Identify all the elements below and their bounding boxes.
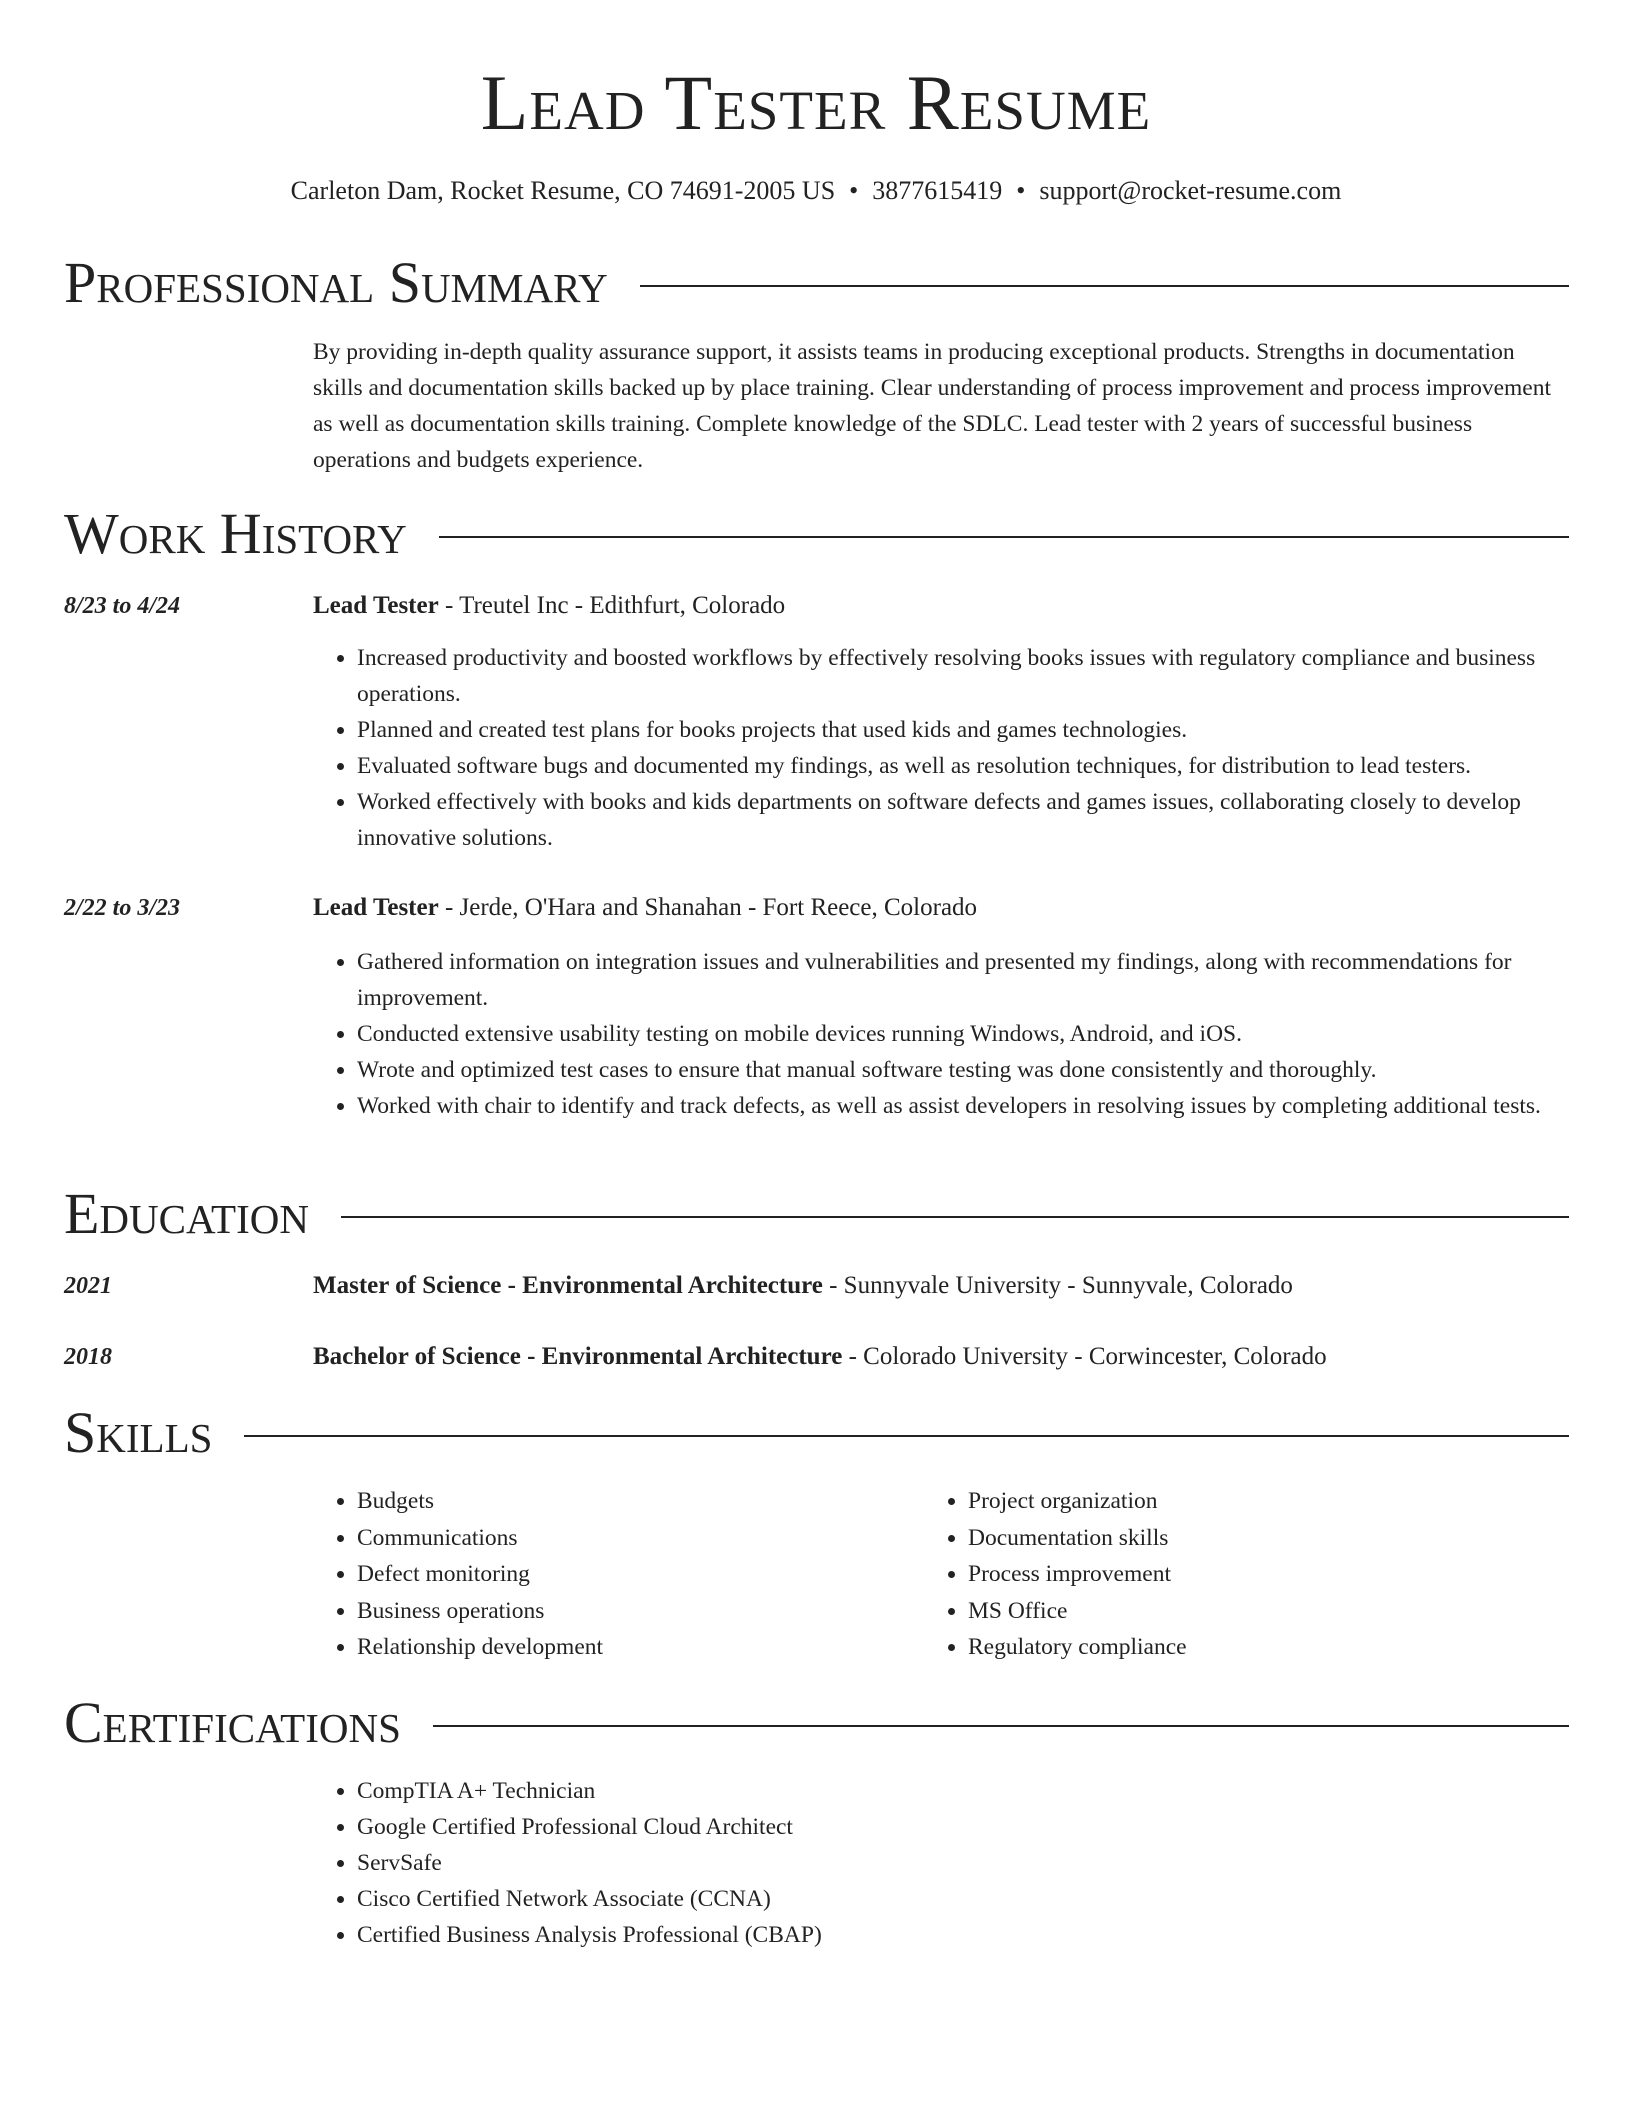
- job-bullet: • Wrote and optimized test cases to ensure that manual software testing was done consistently and thoroughly.: [357, 1052, 1569, 1088]
- job-bullet: • Conducted extensive usability testing on mobile devices running Windows, Android, and iOS.: [357, 1016, 1569, 1052]
- job-dates: 8/23 to 4/24: [64, 593, 181, 619]
- section-divider: [433, 1725, 1569, 1727]
- skill-item: • Regulatory compliance: [968, 1629, 1568, 1666]
- education-details: - Sunnyvale University - Sunnyvale, Colorado: [822, 1272, 1293, 1299]
- job-bullets: [313, 944, 1569, 1124]
- certification-item: • Google Certified Professional Cloud Architect: [357, 1809, 1557, 1845]
- job-bullet: • Planned and created test plans for books projects that used kids and games technologies.: [357, 712, 1569, 748]
- certification-item: • ServSafe: [357, 1845, 1557, 1881]
- skill-item: • Documentation skills: [968, 1520, 1568, 1557]
- certifications-heading-label: Certifications: [64, 1690, 401, 1755]
- education-heading-label: Education: [64, 1181, 309, 1246]
- education-year: 2018: [64, 1344, 112, 1370]
- contact-phone: 3877615419: [872, 176, 1003, 205]
- skills-heading-label: Skills: [64, 1400, 213, 1465]
- skills-list-left: [313, 1483, 917, 1666]
- education-details: - Colorado University - Corwincester, Colorado: [842, 1343, 1327, 1370]
- job-bullet: • Increased productivity and boosted workflows by effectively resolving books issues with regulatory compliance and business operations.: [357, 640, 1569, 712]
- skills-heading: [64, 1401, 1569, 1465]
- job-details: - Treutel Inc - Edithfurt, Colorado: [438, 592, 786, 619]
- job-bullet: • Worked effectively with books and kids departments on software defects and games issues, collaborating closely to develop innovative solutions.: [357, 784, 1569, 856]
- contact-address: Carleton Dam, Rocket Resume, CO 74691-2005 US: [290, 176, 836, 205]
- job-title: Lead Tester: [313, 894, 439, 921]
- skills-list-right: [924, 1483, 1568, 1666]
- skill-item: • Business operations: [357, 1593, 917, 1630]
- education-degree: Bachelor of Science - Environmental Architecture: [313, 1343, 843, 1370]
- skill-item: • Relationship development: [357, 1629, 917, 1666]
- job-bullets: [313, 640, 1569, 856]
- job-header: [313, 890, 1569, 926]
- education-entry: [313, 1339, 1569, 1375]
- summary-text: By providing in-depth quality assurance support, it assists teams in producing exceptional products. Strengths in documentation skills and documentation skills backed up by place training. Clear understanding of process improvement and process improvement as well as documentation skills training. Complete knowledge of the SDLC. Lead tester with 2 years of successful business operations and budgets experience.: [313, 339, 1552, 473]
- contact-separator: •: [1016, 176, 1026, 205]
- education-heading: [64, 1182, 1569, 1246]
- skill-item: • Communications: [357, 1520, 917, 1557]
- education-year: 2021: [64, 1273, 112, 1299]
- contact-separator: •: [849, 176, 859, 205]
- section-divider: [439, 536, 1569, 538]
- section-divider: [640, 285, 1569, 287]
- skill-item: • Project organization: [968, 1483, 1568, 1520]
- skill-item: • Defect monitoring: [357, 1556, 917, 1593]
- education-entry: [313, 1268, 1569, 1304]
- contact-email: support@rocket-resume.com: [1039, 176, 1342, 205]
- job-bullet: • Gathered information on integration issues and vulnerabilities and presented my findings, along with recommendations for improvement.: [357, 944, 1569, 1016]
- certifications-list: [313, 1773, 1557, 1953]
- job-title: Lead Tester: [313, 592, 439, 619]
- section-divider: [341, 1216, 1569, 1218]
- job-header: [313, 588, 1569, 624]
- section-divider: [244, 1435, 1569, 1437]
- summary-heading: [64, 251, 1569, 315]
- summary-heading-label: Professional Summary: [64, 250, 608, 315]
- education-degree: Master of Science - Environmental Architecture: [313, 1272, 823, 1299]
- work-history-heading: [64, 502, 1569, 566]
- skill-item: • MS Office: [968, 1593, 1568, 1630]
- job-bullet: • Evaluated software bugs and documented my findings, as well as resolution techniques, for distribution to lead testers.: [357, 748, 1569, 784]
- job-dates: 2/22 to 3/23: [64, 895, 181, 921]
- certification-item: • CompTIA A+ Technician: [357, 1773, 1557, 1809]
- contact-line: [0, 174, 1632, 208]
- job-details: - Jerde, O'Hara and Shanahan - Fort Reece, Colorado: [438, 894, 978, 921]
- skill-item: • Budgets: [357, 1483, 917, 1520]
- certifications-heading: [64, 1691, 1569, 1755]
- certification-item: • Certified Business Analysis Professional (CBAP): [357, 1917, 1557, 1953]
- skill-item: • Process improvement: [968, 1556, 1568, 1593]
- work-history-heading-label: Work History: [64, 501, 407, 566]
- resume-title: Lead Tester Resume: [480, 59, 1152, 146]
- job-bullet: • Worked with chair to identify and track defects, as well as assist developers in resolving issues by completing additional tests.: [357, 1088, 1569, 1124]
- certification-item: • Cisco Certified Network Associate (CCNA): [357, 1881, 1557, 1917]
